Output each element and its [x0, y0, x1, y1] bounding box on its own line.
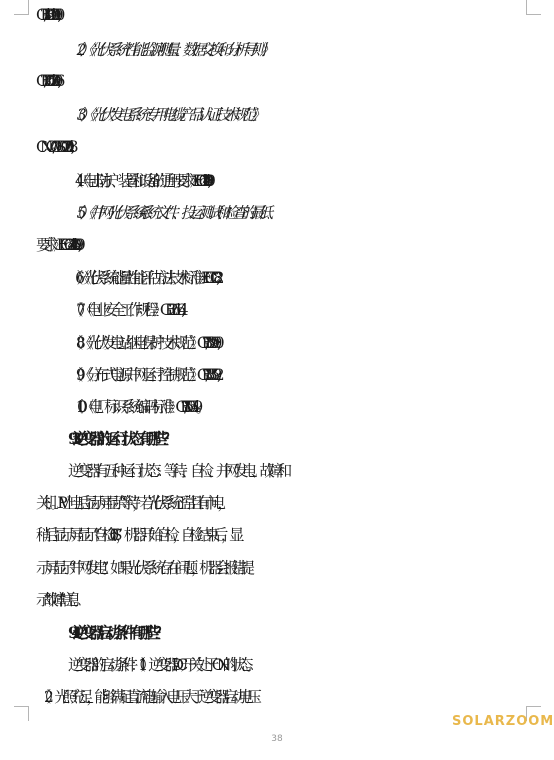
answer-paragraph-line: 逆变器有五种运行状态：等待、自检、并网发电、故障和: [68, 462, 286, 480]
text-line-standard-code: GB/T18210-2000;: [36, 6, 55, 24]
text-line-standard-item: （3）《光伏发电系统专用电缆产品认证技术规范》: [68, 106, 260, 124]
watermark-logo: SOLARZOOM: [452, 714, 554, 729]
crop-mark-bottom-left: [14, 706, 29, 721]
answer-paragraph-line: 逆变器的启动条件：（1）逆变器DC开关处于ON的状态。: [68, 656, 254, 674]
answer-paragraph-line: （2）光照充足，能够满足直流电输入电压大于逆变器启动电压: [36, 688, 255, 706]
text-line-standard-item: （5）《并网光伏系统--系统文件、投运测试和检查的最低: [68, 204, 267, 222]
text-line-standard-item: （8）《光伏发电站继电保护技术规范》GB/T32900;: [68, 334, 215, 352]
text-line-standard-item: （4）《电击防护、装置和设备的通用要求》IEC61140-2009;: [68, 172, 205, 190]
question-heading-93: 93.逆变器的运行状态有哪些？: [68, 429, 170, 448]
answer-paragraph-line: 关机。PV上电后显示屏显示“等待”，若光伏系统正常且有市电，: [36, 494, 225, 512]
text-line-standard-code: GB/T20513-2006;: [36, 72, 55, 90]
text-line-standard-item: （7）《电业安全工作规程》GB26164;: [68, 301, 180, 319]
text-line-standard-item: （9）《分布式电源并网运行控制规范》GB/T33592;: [68, 366, 215, 384]
text-line-standard-item-cont: 要求》IEC62446-2009;: [36, 236, 76, 254]
text-line-standard-item: （2）《光伏系统性能监测-测量、数据交换和分析导则》: [68, 41, 268, 59]
answer-paragraph-line: 稍后显示屏显示“自检 30S”，机器开始自检，自检结束后，显: [36, 526, 238, 544]
question-heading-94: 94.逆变器启动条件有哪些？: [68, 623, 162, 642]
page-number: 38: [271, 734, 283, 744]
text-line-standard-item: （6）《光伏系统能量性能评估方法技术标准》IECTC82;: [68, 269, 213, 287]
text-line-standard-item: （10）《电厂标识系统编码标准》GB/T50549。: [68, 398, 204, 416]
text-line-standard-code: CNCA/CTS0023-2013;: [36, 138, 68, 156]
answer-paragraph-line: 示“故障”信息。: [36, 591, 81, 609]
answer-paragraph-line: 示屏显示“并网发电”。如果光伏系统存在问题，机器会报错提: [36, 559, 248, 577]
